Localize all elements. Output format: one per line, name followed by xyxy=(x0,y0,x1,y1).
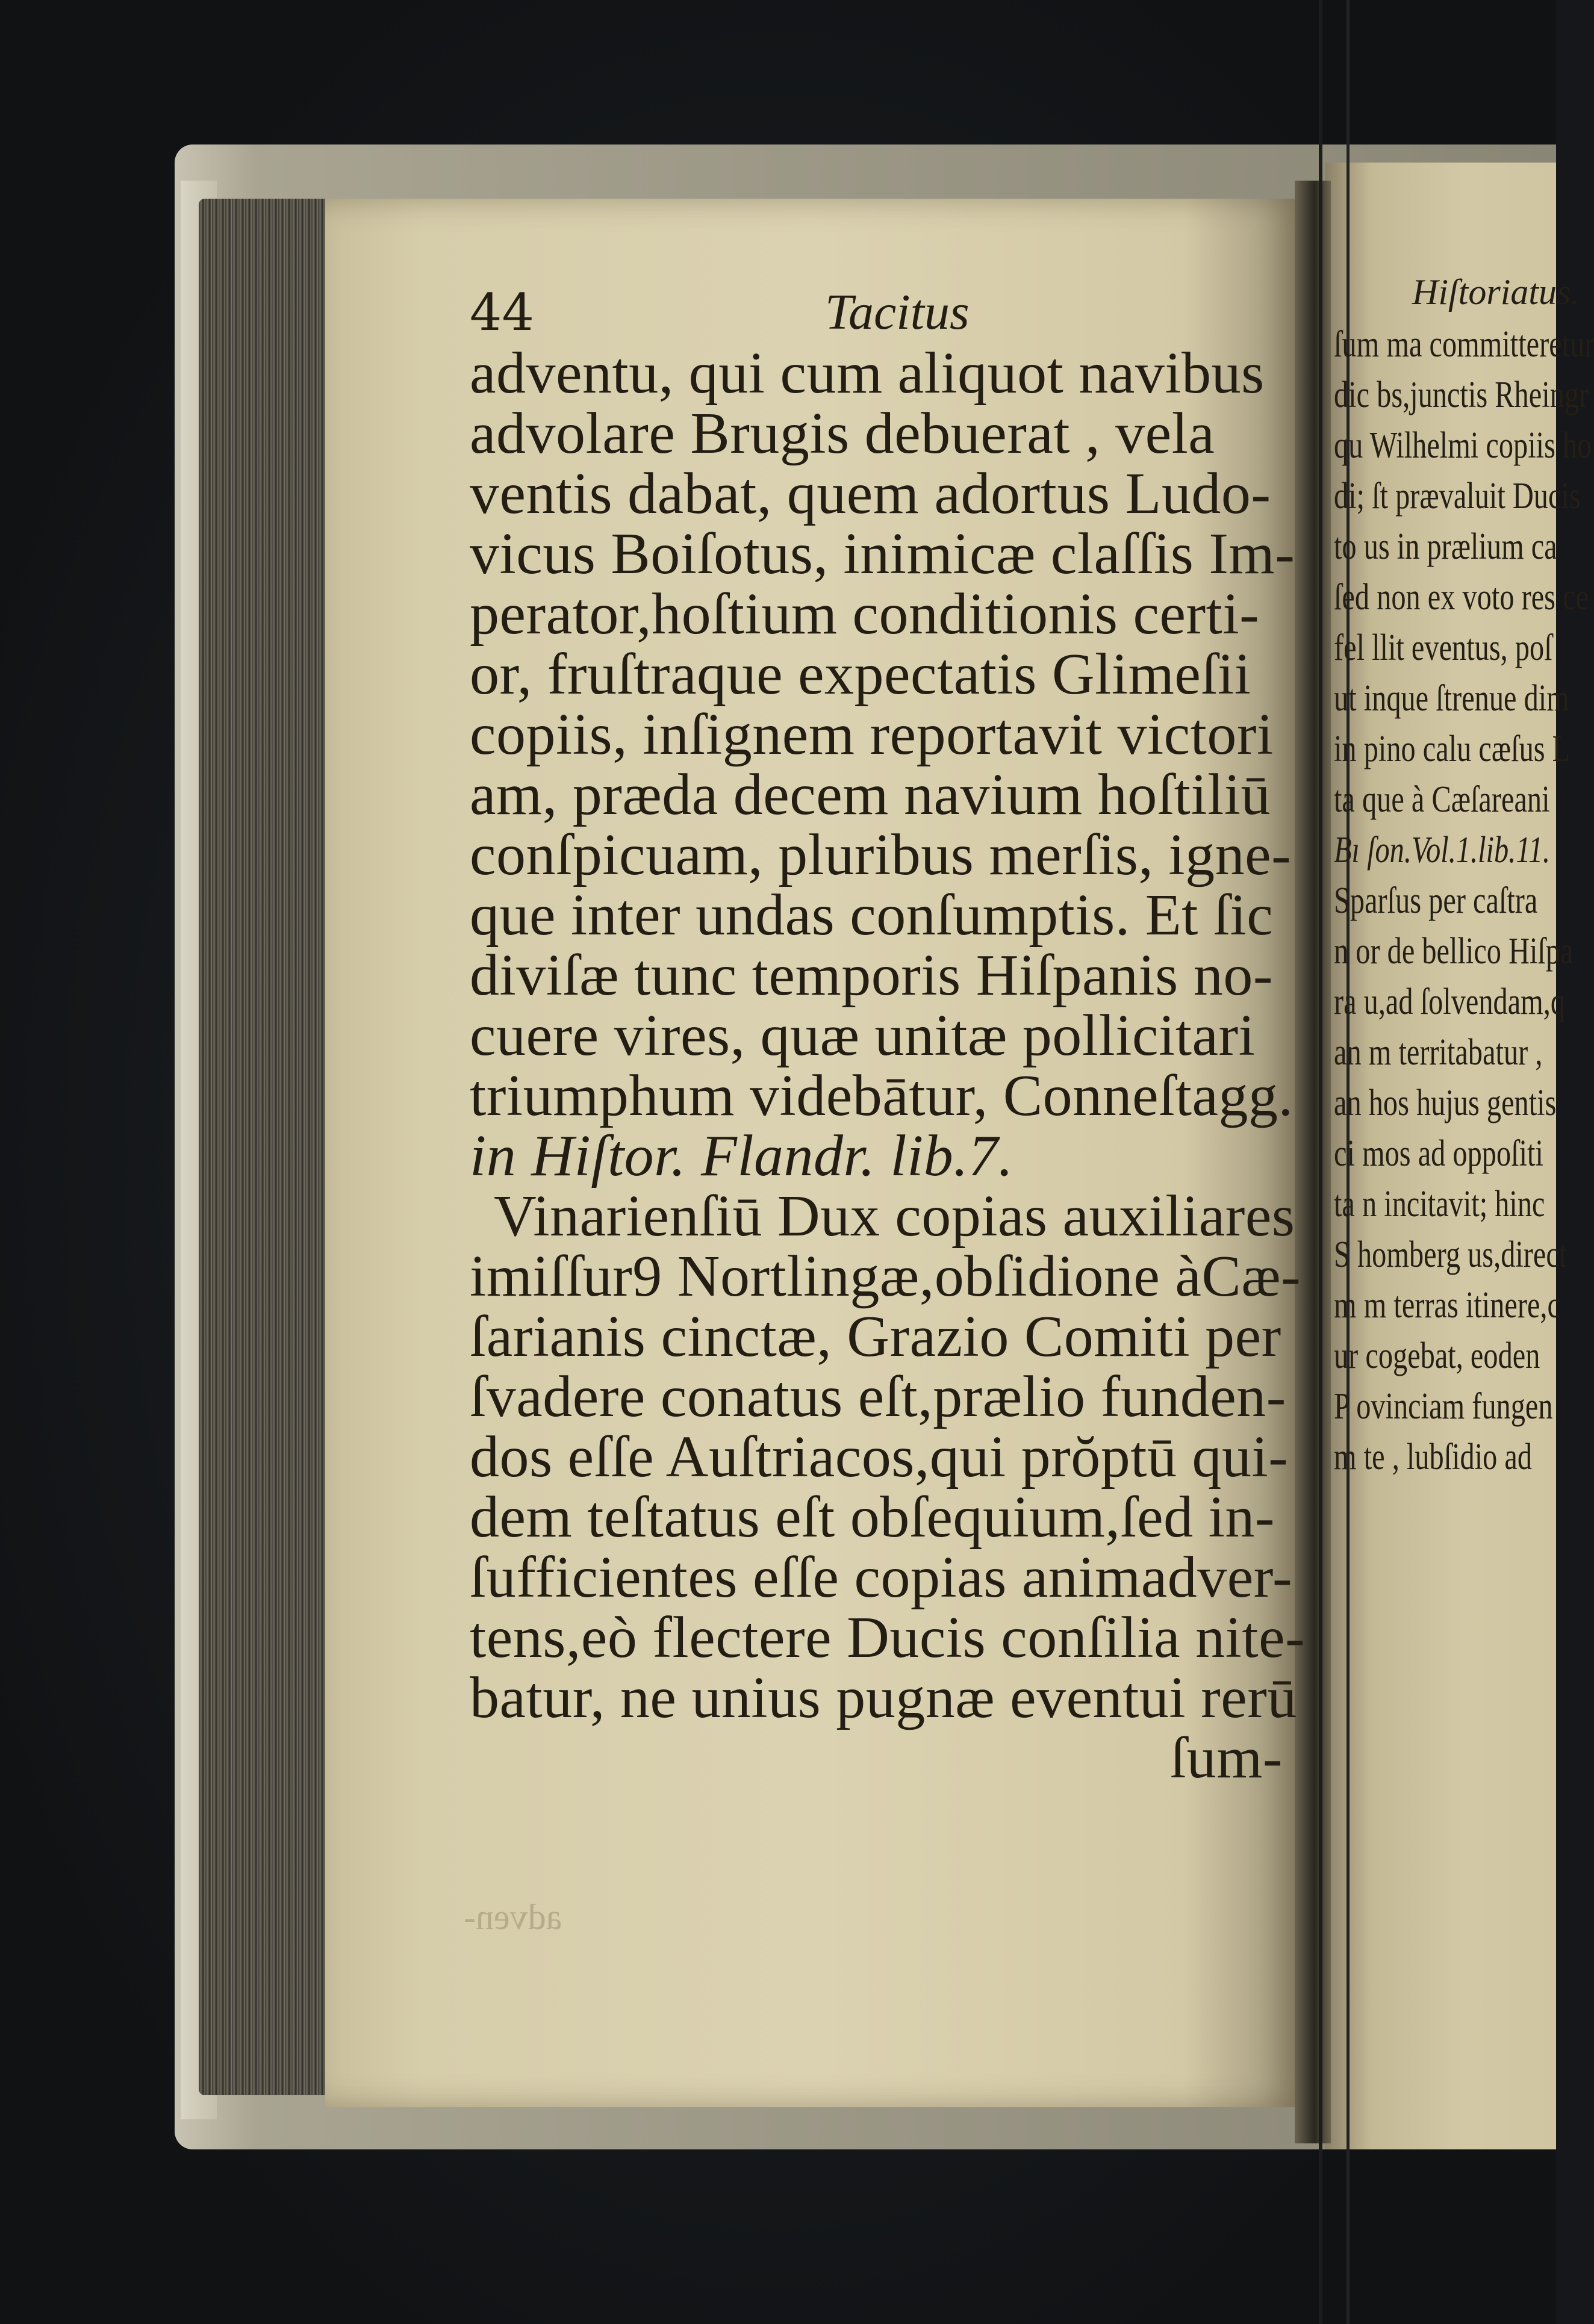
citation-line: Bı ſon.Vol.1.lib.11. xyxy=(1334,830,1551,871)
show-through-text: adven- xyxy=(464,1897,562,1937)
text-line: imiſſur9 Nortlingæ,obſidione àCæ- xyxy=(470,1244,1301,1309)
text-line: ta que à Cæſareani xyxy=(1334,779,1550,820)
text-line: ſarianis cinctæ, Grazio Comiti per xyxy=(470,1304,1281,1369)
text-line: batur, ne unius pugnæ eventui rerū xyxy=(470,1665,1297,1730)
text-line: fel llit eventus, poſ xyxy=(1334,627,1552,668)
text-line: P ovinciam fungen xyxy=(1334,1386,1553,1427)
text-line: in pino calu cæſus L xyxy=(1334,729,1571,769)
right-page-text xyxy=(1334,265,1594,1482)
text-line: dem teſtatus eſt obſequium,ſed in- xyxy=(470,1485,1275,1550)
page-stack xyxy=(199,199,337,2095)
text-line: adventu, qui cum aliquot navibus xyxy=(470,341,1265,406)
left-page-text xyxy=(470,271,1306,1791)
text-line: qu Wilhelmi copiis ho xyxy=(1334,425,1592,466)
text-line: advolare Brugis debuerat , vela xyxy=(470,401,1215,466)
page-divider-line xyxy=(1319,0,1322,2324)
text-line: am, præda decem navium hoſtiliū xyxy=(470,762,1271,827)
text-line: an hos hujus gentis xyxy=(1334,1083,1557,1123)
text-line: an m territabatur , xyxy=(1334,1032,1543,1073)
text-line: ci mos ad oppoſiti xyxy=(1334,1133,1543,1174)
text-line: ur cogebat, eoden xyxy=(1334,1335,1540,1376)
text-line: ut inque ſtrenue dim xyxy=(1334,678,1569,719)
text-line: ſed non ex voto res ce xyxy=(1334,577,1589,618)
text-line: vicus Boiſotus, inimicæ claſſis Im- xyxy=(470,521,1295,586)
text-line: conſpicuam, pluribus merſis, igne- xyxy=(470,822,1292,887)
text-line: triumphum videbātur, Conneſtagg. xyxy=(470,1063,1294,1128)
text-line: ſufficientes eſſe copias animadver- xyxy=(470,1545,1293,1610)
text-line: ra u,ad ſolvendam,q xyxy=(1334,981,1566,1022)
text-line: que inter undas conſumptis. Et ſic xyxy=(470,883,1274,948)
text-line: diviſæ tunc temporis Hiſpanis no- xyxy=(470,943,1273,1008)
text-line: ventis dabat, quem adortus Ludo- xyxy=(470,461,1271,526)
running-head-title: Tacitus xyxy=(825,284,970,340)
text-line: ſum ma committeretur xyxy=(1334,324,1594,365)
text-line: perator,hoſtium conditionis certi- xyxy=(470,582,1260,647)
text-line: n or de bellico Hiſpa xyxy=(1334,931,1574,972)
running-head xyxy=(470,271,1301,343)
right-running-head: Hiſtoriatus. xyxy=(1412,272,1580,312)
text-line: Sparſus per caſtra xyxy=(1334,880,1538,921)
citation-line: in Hiſtor. Flandr. lib.7. xyxy=(470,1123,1013,1188)
text-line: copiis, inſignem reportavit victori xyxy=(470,702,1274,767)
page-number: 44 xyxy=(470,283,534,342)
catchword: ſum- xyxy=(1169,1726,1283,1791)
text-line: or, fruſtraque expectatis Glimeſii xyxy=(470,642,1251,707)
text-line: ſvadere conatus eſt,prælio funden- xyxy=(470,1364,1286,1429)
text-line: m m terras itinere,c xyxy=(1334,1285,1560,1326)
text-line: di; ſt prævaluit Ducis xyxy=(1334,476,1581,517)
text-line: cuere vires, quæ unitæ pollicitari xyxy=(470,1003,1256,1068)
text-line: Vinarienſiū Dux copias auxiliares xyxy=(494,1184,1295,1249)
text-line: to us in prælium ca xyxy=(1334,526,1557,567)
text-line: dic bs,junctis Rheingr xyxy=(1334,374,1589,415)
text-line: tens,eò flectere Ducis conſilia nite- xyxy=(470,1605,1306,1670)
text-line: ta n incitavit; hinc xyxy=(1334,1184,1545,1225)
text-line: m te , lubſidio ad xyxy=(1334,1437,1533,1477)
text-line: dos eſſe Auſtriacos,qui prŏptū qui- xyxy=(470,1425,1289,1490)
text-line: S homberg us,direct xyxy=(1334,1234,1568,1275)
